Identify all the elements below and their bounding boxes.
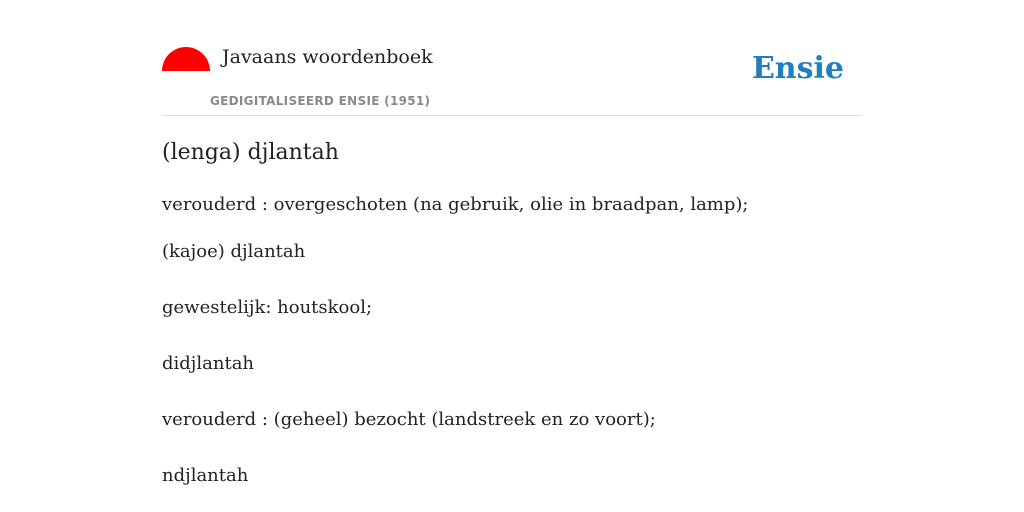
header-divider (162, 115, 862, 116)
flag-white-half (162, 71, 210, 95)
sub-headword: (kajoe) djlantah (162, 241, 306, 262)
dictionary-subtitle: GEDIGITALISEERD ENSIE (1951) (210, 94, 431, 108)
definition-line: verouderd : overgeschoten (na gebruik, olie in braadpan, lamp); (162, 194, 749, 215)
definition-line: gewestelijk: houtskool; (162, 297, 373, 318)
sub-headword: ndjlantah (162, 465, 249, 486)
definition-line: verouderd : (geheel) bezocht (landstreek en zo voort); (162, 409, 656, 430)
sub-headword: didjlantah (162, 353, 255, 374)
flag-red-half (162, 47, 210, 71)
indonesia-flag-icon (162, 47, 210, 95)
page-container (162, 0, 862, 512)
ensie-logo-link[interactable]: Ensie (751, 51, 844, 86)
entry-headword: (lenga) djlantah (162, 140, 339, 165)
dictionary-title[interactable]: Javaans woordenboek (222, 46, 433, 68)
